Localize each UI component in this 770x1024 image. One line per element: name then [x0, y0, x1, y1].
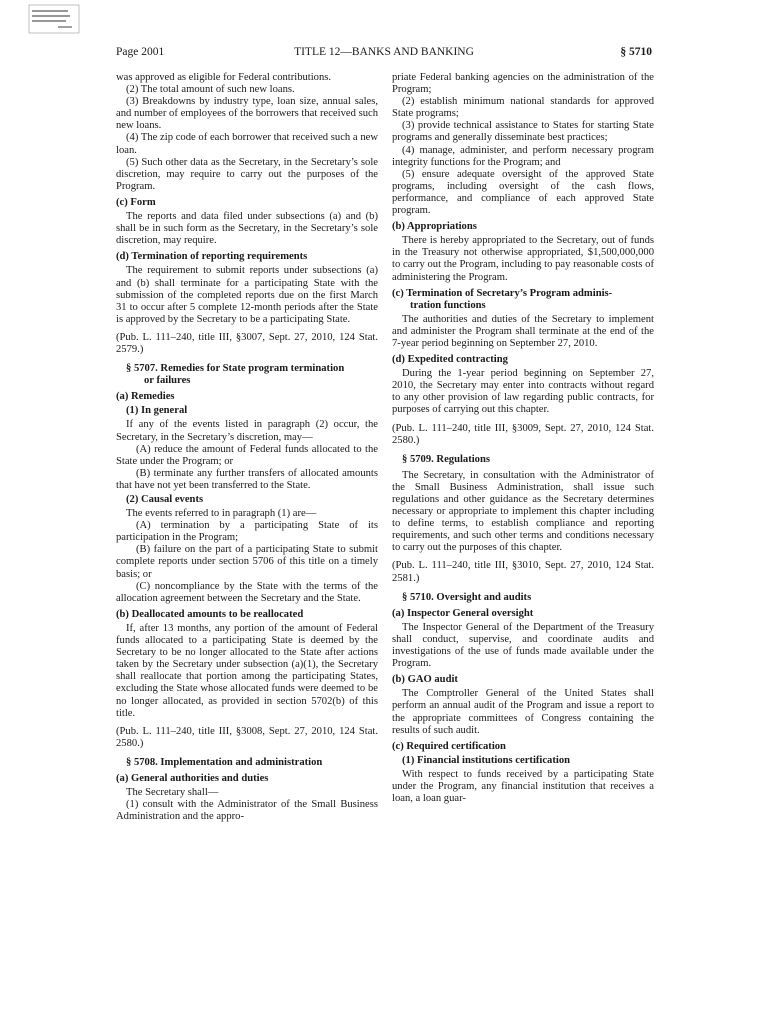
page-number: Page 2001 [116, 46, 165, 58]
subsection-heading [392, 288, 654, 312]
page-header [116, 46, 652, 62]
paragraph: The Secretary shall— [126, 787, 219, 799]
source-citation: (Pub. L. 111–240, title III, §3009, Sept. 27, 2010, 124 Stat. 2580.) [392, 422, 654, 446]
section-title-continued: or failures [144, 375, 191, 387]
paragraph: (4) manage, administer, and perform necessary program integrity functions for the Program; and [392, 144, 654, 168]
paragraph: (2) establish minimum national standards for approved State programs; [392, 96, 654, 120]
paragraph: The Inspector General of the Department of the Treasury shall conduct, supervise, and coordinate audits and investigations of the use of funds made available under the Program. [392, 621, 654, 670]
paragraph: (5) Such other data as the Secretary, in the Secretary’s sole discretion, may require to carry out the purposes of the Program. [116, 156, 378, 192]
section-heading-5709: § 5709. Regulations [402, 453, 490, 465]
paragraph: The Comptroller General of the United States shall perform an annual audit of the Program and issue a report to the appropriate committees of Congress containing the results of such audit. [392, 688, 654, 736]
section-heading-5708: § 5708. Implementation and administration [126, 756, 323, 768]
section-title: § 5707. Remedies for State program termination [126, 363, 345, 375]
subsection-heading: (b) Appropriations [392, 221, 477, 233]
left-column [116, 72, 378, 823]
paragraph: (5) ensure adequate oversight of the approved State programs, including oversight of the cash flows, performance, and compliance of each approved State program. [392, 168, 654, 217]
paragraph: During the 1-year period beginning on September 27, 2010, the Secretary may enter into contracts without regard to any other provision of law regarding public contracts, for purposes of carrying out this chapter. [392, 368, 654, 416]
paragraph: (3) Breakdowns by industry type, loan size, annual sales, and number of employees of the borrowers that received such new loans. [116, 96, 378, 132]
paragraph: (B) terminate any further transfers of allocated amounts that have not yet been transferred to the State. [116, 467, 378, 491]
source-citation: (Pub. L. 111–240, title III, §3010, Sept. 27, 2010, 124 Stat. 2581.) [392, 560, 654, 584]
subsection-heading: (a) Remedies [116, 391, 175, 403]
paragraph: With respect to funds received by a participating State under the Program, any financial institution that receives a loan, a loan guar- [392, 768, 654, 805]
paragraph: (A) termination by a participating State of its participation in the Program; [116, 520, 378, 544]
right-column [392, 72, 654, 805]
subsection-heading: (a) General authorities and duties [116, 772, 269, 784]
paragraph: (3) provide technical assistance to States for starting State programs and generally disseminate best practices; [392, 120, 654, 144]
section-heading-5707 [116, 363, 378, 387]
paragraph-heading: (2) Causal events [126, 494, 204, 505]
source-citation: (Pub. L. 111–240, title III, §3007, Sept. 27, 2010, 124 Stat. 2579.) [116, 331, 378, 355]
subsection-heading: (d) Termination of reporting requirements [116, 251, 308, 263]
paragraph: priate Federal banking agencies on the administration of the Program; [392, 72, 654, 96]
paragraph: (2) The total amount of such new loans. [126, 84, 295, 96]
paragraph: (4) The zip code of each borrower that received such a new loan. [116, 132, 378, 156]
paragraph: The requirement to submit reports under subsections (a) and (b) shall terminate for a participating State with the submission of the completed reports due on the first March 31 to occur after 5 complete 12-month periods after the State is approved by the Secretary to be a participating State. [116, 265, 378, 325]
subsection-heading: (b) GAO audit [392, 674, 458, 686]
subsection-heading: (d) Expedited contracting [392, 354, 508, 366]
paragraph: The events referred to in paragraph (1) are— [126, 508, 317, 520]
paragraph: There is hereby appropriated to the Secretary, out of funds in the Treasury not otherwise appropriated, $1,500,000,000 to carry out the Program, including to pay reasonable costs of administering the Program. [392, 235, 654, 283]
paragraph: (C) noncompliance by the State with the terms of the allocation agreement between the Secretary and the State. [116, 580, 378, 604]
paragraph-heading: (1) Financial institutions certification [402, 754, 571, 766]
paragraph: The authorities and duties of the Secretary to implement and administer the Program shall terminate at the end of the 7-year period beginning on September 27, 2010. [392, 313, 654, 349]
heading-text: (c) Termination of Secretary’s Program adminis- [392, 287, 613, 299]
paragraph: The reports and data filed under subsections (a) and (b) shall be in such form as the Secretary, in the Secretary’s sole discretion, may require. [116, 211, 378, 247]
subsection-heading: (c) Form [116, 196, 156, 208]
gpo-authentication-seal [28, 4, 80, 34]
source-citation: (Pub. L. 111–240, title III, §3008, Sept. 27, 2010, 124 Stat. 2580.) [116, 725, 378, 749]
subsection-heading: (a) Inspector General oversight [392, 607, 534, 619]
paragraph: If, after 13 months, any portion of the amount of Federal funds allocated to a participating State is deemed by the Secretary to be no longer allocated to the State after actions taken by the Secretary under subsection (a)(1), the Secretary shall reallocate that portion among the participating States, excluding the State whose allocated funds were deemed to be no longer allocated, as provided in section 5702(b) of this title. [116, 622, 378, 719]
paragraph: (1) consult with the Administrator of the Small Business Administration and the appro- [116, 799, 378, 823]
section-marker: § 5710 [620, 46, 652, 58]
section-heading-5710: § 5710. Oversight and audits [402, 591, 532, 603]
paragraph: was approved as eligible for Federal contributions. [116, 72, 332, 83]
paragraph: (A) reduce the amount of Federal funds allocated to the State under the Program; or [116, 443, 378, 467]
heading-text-continued: tration functions [410, 299, 486, 311]
subsection-heading: (c) Required certification [392, 740, 506, 752]
paragraph: If any of the events listed in paragraph (2) occur, the Secretary, in the Secretary’s discretion, may— [116, 419, 378, 443]
paragraph: (B) failure on the part of a participating State to submit complete reports under section 5706 of this title on a timely basis; or [116, 544, 378, 580]
subsection-heading: (b) Deallocated amounts to be reallocated [116, 608, 304, 620]
paragraph: The Secretary, in consultation with the Administrator of the Small Business Administration, shall issue such regulations and other guidance as the Secretary determines necessary or appropriate to implement this chapter including to define terms, to establish compliance and reporting requirements, and such other terms and conditions necessary to carry out the purposes of this chapter. [392, 469, 654, 554]
running-title: TITLE 12—BANKS AND BANKING [294, 46, 474, 58]
paragraph-heading: (1) In general [126, 405, 188, 417]
